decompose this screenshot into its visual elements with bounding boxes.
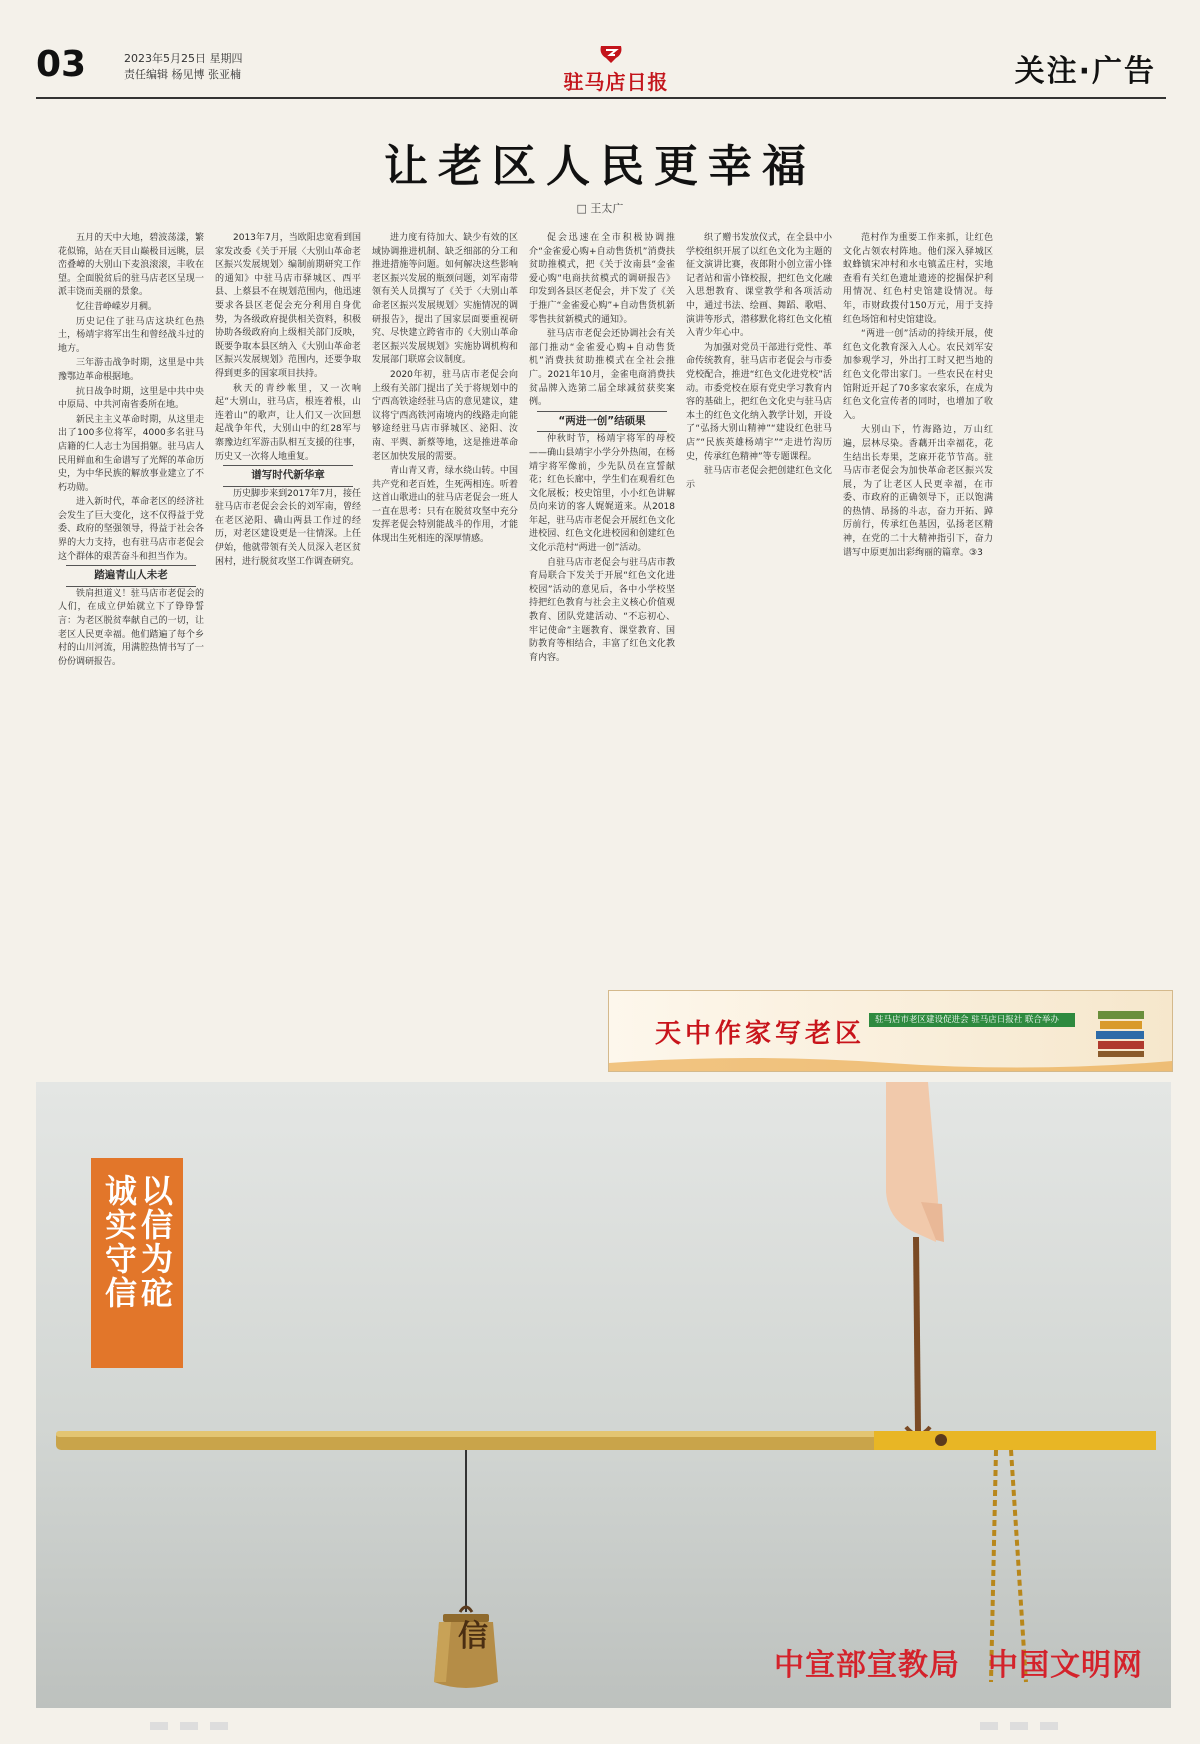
paragraph: 青山青又青，绿水绕山转。中国共产党和老百姓，生死两相连。听着这首山歌进山的驻马店老促会一班人一直在思考：只有在脱贫攻坚中充分发挥老促会特别能战斗的作用，才能体现出生死相连的深厚情感。 xyxy=(372,466,518,545)
editors: 责任编辑 杨见博 张亚楠 xyxy=(124,68,241,81)
paragraph: 忆往昔峥嵘岁月稠。 xyxy=(76,301,158,312)
paragraph: 2013年7月，当欧阳忠宽看到国家发改委《关于开展〈大别山革命老区振兴发展规划〉编制前期研究工作的通知》中驻马店市驿城区、西平县、上蔡县不在规划范围内，他迅速要求各县区老促会充分利用自身优势，为各级政府提供相关资料，积极协助各级政府向上级相关部门反映，既要争取本县区纳入《大别山革命老区振兴发展规划》范围内，还要争取得到更多的国家项目扶持。 xyxy=(215,233,361,379)
article-column-4 xyxy=(529,232,675,980)
article-column-2 xyxy=(215,232,361,980)
paragraph: 抗日战争时期，这里是中共中央中原局、中共河南省委所在地。 xyxy=(58,386,204,411)
logo-mark-icon xyxy=(598,44,624,64)
footer-mark xyxy=(1010,1722,1028,1730)
paragraph: “两进一创”活动的持续开展，使红色文化教育深入人心。农民刘军安加参观学习，外出打工时又把当地的红色文化带出家门。一些农民在村史馆附近开起了70多家农家乐，在成为红色文化宣传者的同时，也增加了收入。 xyxy=(843,329,993,421)
paragraph: 2020年初，驻马店市老促会向上级有关部门提出了关于将规划中的宁西高铁途经驻马店的意见建议，建议将宁西高铁河南境内的线路走向能够途经驻马店市驿城区、泌阳、汝南、平舆、新蔡等地，这是推进革命老区加快发展的需要。 xyxy=(372,369,518,462)
paragraph: 进力度有待加大、缺少有效的区域协调推进机制、缺乏细部的分工和推进措施等问题。如何解决这些影响老区振兴发展的瓶颈问题，刘军南带领有关人员撰写了《关于〈大别山革命老区振兴发展规划〉实施情况的调研报告》，提出了国家层面要重视研究、尽快建立跨省市的《大别山革命老区振兴发展规划》实施协调机构和发展部门联席会议制度。 xyxy=(372,233,518,366)
footer-mark xyxy=(980,1722,998,1730)
paragraph: 铁肩担道义！驻马店市老促会的人们，在成立伊始就立下了铮铮誓言：为老区脱贫奉献自己的一切，让老区人民更幸福。他们踏遍了每个乡村的山川河流，用满腔热情书写了一份份调研报告。 xyxy=(58,588,204,667)
page-header xyxy=(36,44,1166,94)
footer-mark xyxy=(210,1722,228,1730)
banner-title: 天中作家写老区 xyxy=(655,1019,866,1049)
paragraph: 驻马店市老促会把创建红色文化示 xyxy=(686,466,832,490)
paragraph: 历史记住了驻马店这块红色热土，杨靖宇将军出生和曾经战斗过的地方。 xyxy=(58,316,204,354)
banner-subtitle: 驻马店市老区建设促进会 驻马店日报社 联合举办 xyxy=(869,1013,1075,1027)
column-banner xyxy=(608,990,1173,1072)
paragraph: 织了赠书发放仪式，在全县中小学校组织开展了以红色文化为主题的征文演讲比赛，夜郎附小创立雷小锋记者站和雷小锋校报，把红色文化融入思想教育、课堂教学和各项活动中，通过书法、绘画、舞蹈、歌唱、演讲等形式，潜移默化将红色文化植入青少年心中。 xyxy=(686,233,832,339)
paragraph: 历史脚步来到2017年7月，接任驻马店市老促会会长的刘军南，曾经在老区泌阳、确山两县工作过的经历，对老区建设更是一往情深。上任伊始，他就带领有关人员深入老区贫困村，进行脱贫攻坚工作调查研究。 xyxy=(215,488,361,567)
credit-civilization-net: 中国文明网 xyxy=(988,1648,1143,1683)
steelyard-illustration xyxy=(36,1082,1171,1708)
issue-date: 2023年5月25日 星期四 xyxy=(124,52,243,65)
subheading: 踏遍青山人未老 xyxy=(58,565,204,587)
weight-character: 信 xyxy=(458,1619,488,1654)
paragraph: 仲秋时节，杨靖宇将军的母校——确山县靖宇小学分外热闹，在杨靖宇将军像前，少先队员在宣誓献花；红色长廊中，学生们在观看红色文化展板；校史馆里，小小红色讲解员向来访的客人娓娓道来。从2018年起，驻马店市老促会开展红色文化进校园、红色文化进校园和创建红色文化示范村“两进一创”活动。 xyxy=(529,434,675,554)
paragraph: 范村作为重要工作来抓，让红色文化占领农村阵地。他们深入驿城区蚁蜂镇宋冲村和水屯镇孟庄村，实地查看有关红色遗址遗迹的挖掘保护利用情况、红色村史馆建设情况。每年，市财政拨付150万元，用于支持红色场馆和村史馆建设。 xyxy=(843,233,993,325)
article-column-6 xyxy=(843,232,993,977)
credit-publicity-bureau: 中宣部宣教局 xyxy=(774,1648,960,1683)
paragraph: 新民主主义革命时期，从这里走出了100多位将军，4000多名驻马店籍的仁人志士为国捐躯。驻马店人民用鲜血和生命谱写了光辉的革命历史，为中华民族的解放事业建立了不朽功勋。 xyxy=(58,414,204,493)
article-author: □ 王太广 xyxy=(576,202,624,215)
newspaper-logo xyxy=(546,44,686,92)
article-column-1 xyxy=(58,232,204,980)
books-icon xyxy=(1092,1001,1150,1061)
banner-wave-decoration xyxy=(609,1053,1172,1071)
article-column-5 xyxy=(686,232,832,977)
paragraph: 驻马店市老促会还协调社会有关部门推动“金雀爱心购+自动售货机”消费扶贫助推模式在全社会推广。2021年10月，金雀电商消费扶贫品牌入选第二届全球减贫获奖案例。 xyxy=(529,329,675,408)
public-service-ad xyxy=(36,1082,1171,1708)
page-footer xyxy=(0,1718,1200,1744)
ad-credits xyxy=(746,1640,1143,1684)
slogan-right: 以信为砣 xyxy=(136,1174,174,1310)
page-number: 03 xyxy=(36,44,87,85)
slogan-left: 诚实守信 xyxy=(100,1174,138,1310)
article-title: 让老区人民更幸福 xyxy=(384,141,816,192)
paragraph: 三年游击战争时期，这里是中共豫鄂边革命根据地。 xyxy=(58,358,204,382)
paragraph: 秋天的青纱帐里，又一次响起“大别山，驻马店，根连着根，山连着山”的歌声，让人们又一次回想起战争年代，大别山中的红28军与寨豫边红军游击队相互支援的往事，历史又一次将人地重复。 xyxy=(215,383,361,462)
footer-mark xyxy=(1040,1722,1058,1730)
footer-mark xyxy=(180,1722,198,1730)
paragraph: 自驻马店市老促会与驻马店市教育局联合下发关于开展“红色文化进校园”活动的意见后，各中小学校坚持把红色教育与社会主义核心价值观教育、团队党建活动、“不忘初心、牢记使命”主题教育、课堂教育、国防教育等相结合，丰富了红色文化教育内容。 xyxy=(529,557,675,663)
paragraph: 五月的天中大地，碧波荡漾，繁花似锦，站在天目山巅极目远眺，层峦叠嶂的大别山下麦浪滚滚，丰收在望。全面脱贫后的驻马店老区呈现一派丰饶而美丽的景象。 xyxy=(58,233,204,298)
footer-mark xyxy=(150,1722,168,1730)
paragraph: 进入新时代，革命老区的经济社会发生了巨大变化，这不仅得益于党委、政府的坚强领导，得益于社会各界的大力支持，也有驻马店市老促会这个群体的艰苦奋斗和担当作为。 xyxy=(58,497,204,562)
subheading: 谱写时代新华章 xyxy=(215,465,361,487)
article-column-3 xyxy=(372,232,518,980)
ad-slogan xyxy=(91,1158,183,1368)
subheading: “两进一创”结硕果 xyxy=(529,411,675,433)
paragraph: 大别山下，竹海路边，万山红遍，层林尽染。香藕开出幸福花，花生结出长寿果，芝麻开花节节高。驻马店市老促会为加快革命老区振兴发展，为了让老区人民更幸福，在市委、市政府的正确领导下，正以饱满的热情、昂扬的斗志，奋力开拓、踔厉前行，传承红色基因，弘扬老区精神，在党的二十大精神指引下，奋力谱写中原更加出彩绚丽的篇章。③3 xyxy=(843,425,993,558)
section-title: 关注·广告 xyxy=(1014,54,1156,89)
paragraph: 为加强对党员干部进行党性、革命传统教育，驻马店市老促会与市委党校配合，推进“红色文化进党校”活动。市委党校在原有党史学习教育内容的基础上，把红色文化史与驻马店本土的红色文化纳入教学计划，开设了“弘扬大别山精神”“建设红色驻马店”“民族英雄杨靖宇”“走进竹沟历史，传承红色精神”等专题课程。 xyxy=(686,342,832,462)
paragraph: 促会迅速在全市积极协调推介“金雀爱心购+自动售货机”消费扶贫助推模式，把《关于汝南县“金雀爱心购”电商扶贫模式的调研报告》印发到各县区老促会，并下发了《关于推广“金雀爱心购”+自动售货机新零售扶贫新模式的通知》。 xyxy=(529,233,675,325)
newspaper-name: 驻马店日报 xyxy=(563,70,669,94)
header-rule xyxy=(36,97,1166,99)
